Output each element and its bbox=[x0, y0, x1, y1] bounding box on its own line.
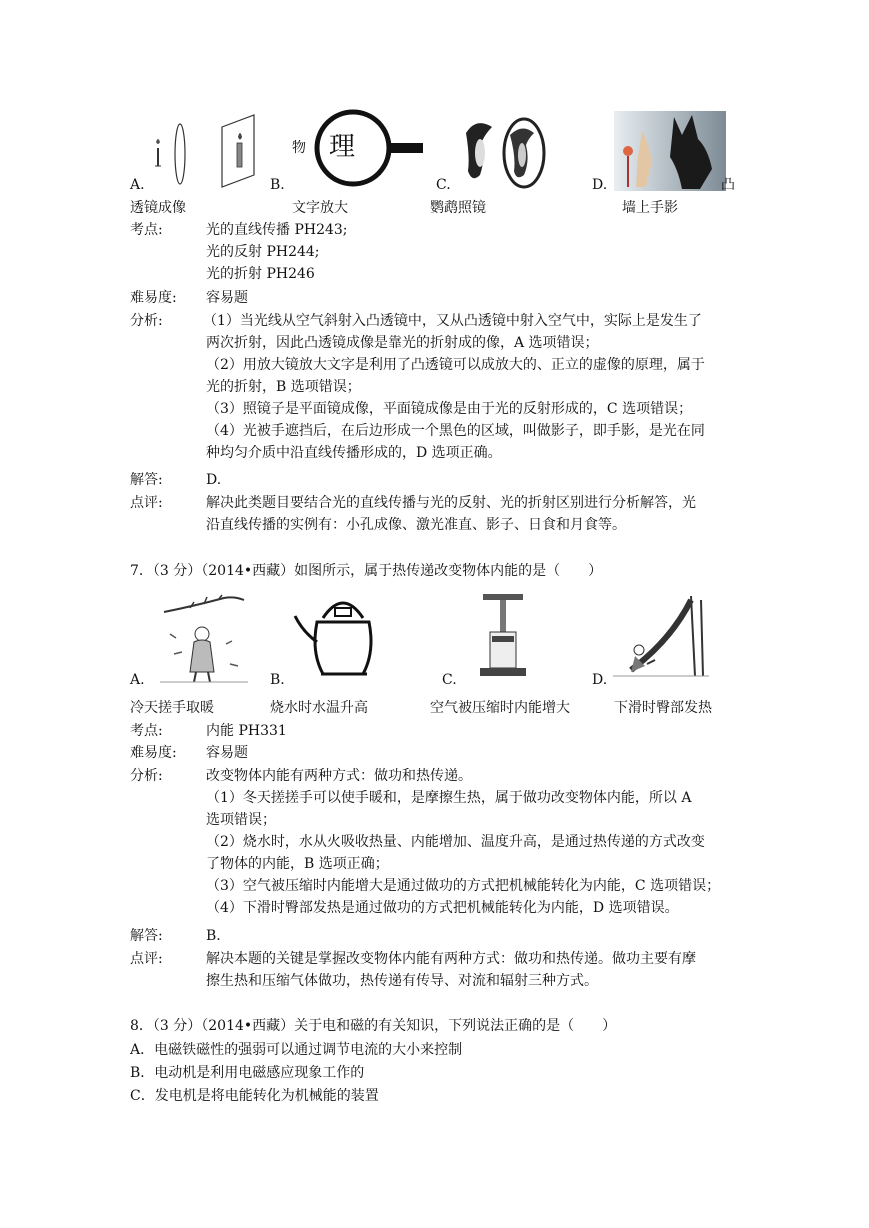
q8-option-a: A．电磁铁磁性的强弱可以通过调节电流的大小来控制 bbox=[130, 1042, 463, 1058]
q7-difficulty-label: 难易度: bbox=[130, 745, 177, 761]
q7-analysis-line: （2）烧水时，水从火吸收热量、内能增加、温度升高，是通过热传递的方式改变 bbox=[206, 834, 705, 850]
q8-stem: 8．（3 分）（2014•西藏）关于电和磁的有关知识，下列说法正确的是（ ） bbox=[130, 1018, 617, 1034]
q7-analysis-line: 改变物体内能有两种方式：做功和热传递。 bbox=[206, 768, 472, 784]
q6-analysis-line: 种均匀介质中沿直线传播形成的，D 选项正确。 bbox=[206, 445, 502, 461]
q7-caption-b: 烧水时水温升高 bbox=[270, 700, 368, 716]
q6-analysis-line: 两次折射，因此凸透镜成像是靠光的折射成的像，A 选项错误； bbox=[206, 335, 599, 351]
q7-option-d-letter: D. bbox=[592, 672, 608, 688]
q6-option-a-letter: A. bbox=[130, 177, 145, 193]
q7-analysis-label: 分析: bbox=[130, 768, 163, 784]
q7-stem: 7．（3 分）（2014•西藏）如图所示，属于热传递改变物体内能的是（ ） bbox=[130, 563, 603, 579]
q6-caption-c: 鹦鹉照镜 bbox=[430, 200, 486, 216]
q6-analysis-line: （4）光被手遮挡后，在后边形成一个黑色的区域，叫做影子，即手影，是光在同 bbox=[206, 423, 705, 439]
q6-difficulty-label: 难易度: bbox=[130, 290, 177, 306]
q8-option-c: C．发电机是将电能转化为机械能的装置 bbox=[130, 1088, 379, 1104]
q7-answer: B. bbox=[206, 928, 221, 944]
q6-analysis-label: 分析: bbox=[130, 313, 163, 329]
q6-analysis bbox=[203, 310, 739, 464]
q7-comment-line: 擦生热和压缩气体做功，热传递有传导、对流和辐射三种方式。 bbox=[206, 973, 598, 989]
q7-analysis-line: 了物体的内能，B 选项正确； bbox=[206, 856, 389, 872]
q6-kaodian-item: 光的直线传播 PH243; bbox=[206, 222, 348, 238]
q6-kaodian-label: 考点: bbox=[130, 222, 163, 238]
parrot-mirror-image bbox=[458, 113, 548, 191]
q6-option-d-letter: D. bbox=[592, 177, 608, 193]
lens-candle-image bbox=[150, 118, 195, 188]
q7-option-a-letter: A. bbox=[130, 672, 145, 688]
q7-comment bbox=[206, 948, 742, 992]
q6-difficulty: 容易题 bbox=[206, 290, 248, 306]
q7-answer-label: 解答: bbox=[130, 928, 163, 944]
q6-option-b-letter: B. bbox=[270, 177, 285, 193]
q7-option-c-letter: C. bbox=[442, 672, 457, 688]
screen-image bbox=[218, 113, 258, 191]
q6-kaodian-item: 光的反射 PH244; bbox=[206, 244, 320, 260]
hand-shadow-image bbox=[614, 111, 726, 191]
q6-kaodian-item: 光的折射 PH246 bbox=[206, 266, 315, 282]
q7-comment-line: 解决本题的关键是掌握改变物体内能有两种方式：做功和热传递。做功主要有摩 bbox=[206, 951, 696, 967]
q6-comment-line: 沿直线传播的实例有：小孔成像、激光准直、影子、日食和月食等。 bbox=[206, 517, 626, 533]
q6-comment-line: 解决此类题目要结合光的直线传播与光的反射、光的折射区别进行分析解答，光 bbox=[206, 495, 696, 511]
q6-comment bbox=[206, 492, 742, 536]
q7-caption-c: 空气被压缩时内能增大 bbox=[430, 700, 570, 716]
q6-option-c-letter: C. bbox=[436, 177, 451, 193]
air-compression-image bbox=[478, 592, 528, 680]
q6-analysis-line: （2）用放大镜放大文字是利用了凸透镜可以成放大的、正立的虚像的原理，属于 bbox=[206, 357, 705, 373]
kettle-image bbox=[293, 592, 393, 682]
q7-analysis-line: （3）空气被压缩时内能增大是通过做功的方式把机械能转化为内能，C 选项错误； bbox=[206, 878, 721, 894]
q6-caption-a: 透镜成像 bbox=[130, 200, 186, 216]
q6-analysis-line: （3）照镜子是平面镜成像，平面镜成像是由于光的反射形成的，C 选项错误； bbox=[206, 401, 693, 417]
q6-analysis-line: （1）当光线从空气斜射入凸透镜中，又从凸透镜中射入空气中，实际上是发生了 bbox=[203, 313, 702, 329]
q7-option-b-letter: B. bbox=[270, 672, 285, 688]
slide-image bbox=[613, 590, 709, 682]
q6-kaodian bbox=[206, 219, 742, 285]
q7-analysis-line: 选项错误； bbox=[206, 812, 276, 828]
rubbing-hands-image bbox=[160, 594, 248, 686]
q6-answer: D. bbox=[206, 472, 222, 488]
q6-analysis-line: 光的折射，B 选项错误； bbox=[206, 379, 361, 395]
q7-caption-a: 冷天搓手取暖 bbox=[130, 700, 214, 716]
q7-analysis-line: （4）下滑时臀部发热是通过做功的方式把机械能转化为内能，D 选项错误。 bbox=[206, 900, 679, 916]
q6-comment-label: 点评: bbox=[130, 495, 163, 511]
q7-caption-d: 下滑时臀部发热 bbox=[614, 700, 712, 716]
q6-answer-label: 解答: bbox=[130, 472, 163, 488]
q7-analysis-line: （1）冬天搓搓手可以使手暖和，是摩擦生热，属于做功改变物体内能，所以 A bbox=[206, 790, 692, 806]
q7-comment-label: 点评: bbox=[130, 951, 163, 967]
q7-kaodian: 内能 PH331 bbox=[206, 723, 287, 739]
q7-difficulty: 容易题 bbox=[206, 745, 248, 761]
q6-d-tail: 凸 bbox=[721, 177, 735, 193]
q6-caption-b: 文字放大 bbox=[292, 200, 348, 216]
q7-kaodian-label: 考点: bbox=[130, 723, 163, 739]
q6-caption-d: 墙上手影 bbox=[622, 200, 678, 216]
magnifier-big-text: 理 bbox=[329, 132, 356, 162]
q8-option-b: B．电动机是利用电磁感应现象工作的 bbox=[130, 1065, 365, 1081]
magnifier-small-text: 物 bbox=[292, 140, 306, 156]
q7-analysis bbox=[206, 765, 742, 919]
